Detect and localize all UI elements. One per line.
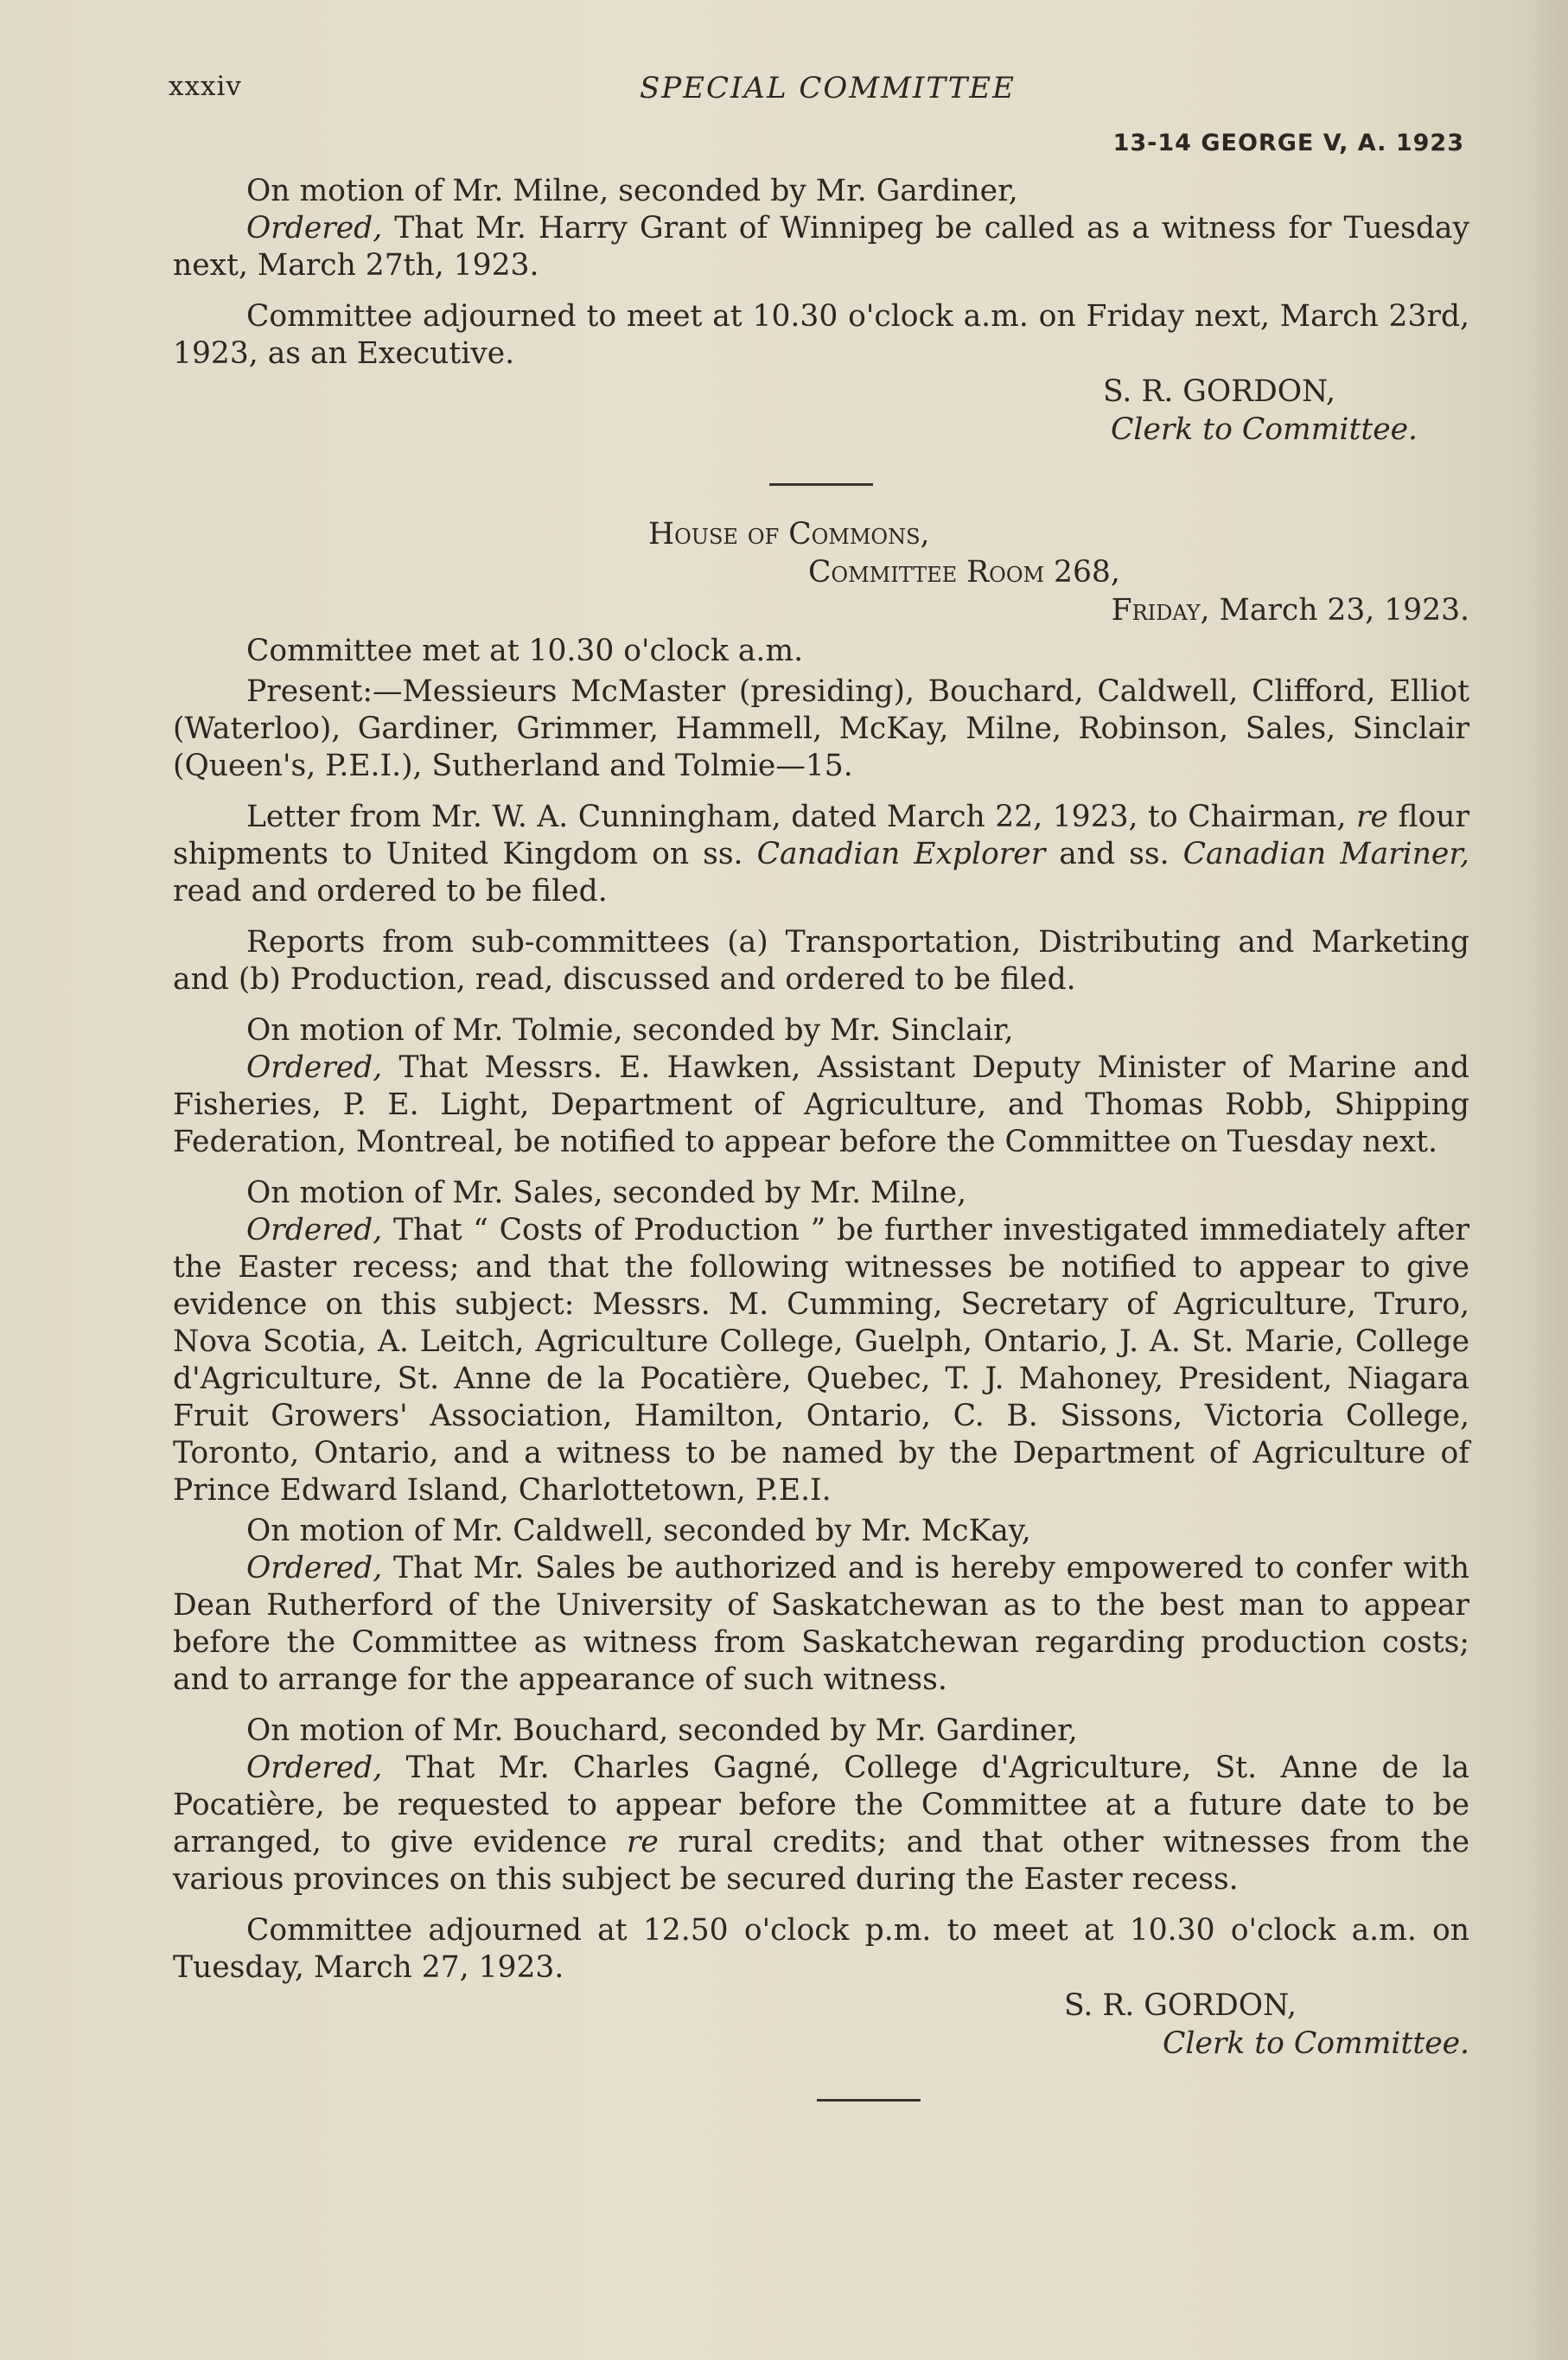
motion-paragraph: On motion of Mr. Sales, seconded by Mr. Milne, [246, 1176, 967, 1210]
page-number: xxxiv [169, 71, 242, 102]
reports-paragraph: Reports from sub-committees (a) Transportation, Distributing and Marketing and (b) Production, read, discussed and ordered to be filed. [173, 925, 1469, 997]
order-paragraph [173, 1550, 1469, 1699]
ordered-label: Ordered, [246, 1050, 383, 1085]
motion-paragraph: On motion of Mr. Caldwell, seconded by Mr. McKay, [246, 1514, 1031, 1548]
motion-paragraph: On motion of Mr. Milne, seconded by Mr. Gardiner, [246, 174, 1018, 208]
adjournment-paragraph: Committee adjourned at 12.50 o'clock p.m. to meet at 10.30 o'clock a.m. on Tuesday, March 27, 1923. [173, 1913, 1469, 1985]
met-paragraph: Committee met at 10.30 o'clock a.m. [246, 634, 804, 668]
signature-role: Clerk to Committee. [1111, 412, 1418, 447]
address-house: House of Commons, [648, 517, 930, 552]
order-paragraph [173, 210, 1469, 284]
letter-paragraph [173, 799, 1469, 910]
letter-text-b: flour shipments to United Kingdom on ss. [173, 800, 1469, 871]
section-divider [769, 483, 873, 486]
order-text: That Mr. Sales be authorized and is hereby empowered to confer with Dean Rutherford of the University of Saskatchewan as to the best man to appear before the Committee as witness from Saskatchewan regarding production costs; and to arrange for the appearance of such witness. [173, 1551, 1469, 1697]
signature-role: Clerk to Committee. [1163, 2026, 1469, 2061]
motion-paragraph: On motion of Mr. Tolmie, seconded by Mr. Sinclair, [246, 1013, 1014, 1048]
signature-block [173, 1987, 1469, 2063]
meeting-address [173, 515, 1469, 629]
signature-name: S. R. GORDON, [1103, 374, 1335, 409]
session-label: 13-14 GEORGE V, A. 1923 [1112, 130, 1464, 156]
order-paragraph [173, 1049, 1469, 1161]
signature-name: S. R. GORDON, [1064, 1988, 1297, 2023]
document-body [173, 173, 1469, 2102]
motion-paragraph: On motion of Mr. Bouchard, seconded by Mr. Gardiner, [246, 1713, 1078, 1748]
order-text: That “ Costs of Production ” be further investigated immediately after the Easter recess; and that the following witnesses be notified to appear to give evidence on this subject: Messrs. M. Cumming, Secretary of Agriculture, Truro, Nova Scotia, A. Leitch, Agriculture College, Guelph, Ontario, J. A. St. Marie, College d'Agriculture, St. Anne de la Pocatière, Quebec, T. J. Mahoney, President, Niagara Fruit Growers' Association, Hamilton, Ontario, C. B. Sissons, Victoria College, Toronto, Ontario, and a witness to be named by the Department of Agriculture of Prince Edward Island, Charlottetown, P.E.I. [173, 1213, 1469, 1508]
order-text-a: That Mr. Charles Gagné, College d'Agriculture, St. Anne de la Pocatière, be requested to appear before the Committee at a future date to be arranged, to give evidence [173, 1751, 1469, 1859]
order-paragraph [173, 1750, 1469, 1898]
running-title: SPECIAL COMMITTEE [640, 71, 1016, 105]
ordered-label: Ordered, [246, 1213, 383, 1247]
order-text-b: rural credits; and that other witnesses from the various provinces on this subject be secured during the Easter recess. [173, 1825, 1470, 1897]
ordered-label: Ordered, [246, 1751, 383, 1785]
page-header [169, 71, 1464, 114]
ordered-label: Ordered, [246, 211, 383, 246]
order-paragraph [173, 1212, 1469, 1509]
adjournment-paragraph: Committee adjourned to meet at 10.30 o'clock a.m. on Friday next, March 23rd, 1923, as an Executive. [173, 299, 1469, 371]
order-re: re [626, 1825, 659, 1859]
meeting-date [173, 591, 1469, 629]
letter-text-d: read and ordered to be filed. [173, 874, 608, 909]
signature-block [173, 373, 1469, 449]
meeting-day: Friday, [1111, 593, 1210, 628]
order-text: That Messrs. E. Hawken, Assistant Deputy Minister of Marine and Fisheries, P. E. Light, Department of Agriculture, and Thomas Robb, Shipping Federation, Montreal, be notified to appear before the Committee on Tuesday next. [173, 1050, 1469, 1159]
address-room: Committee Room 268, [808, 555, 1120, 590]
ship-name-mariner: Canadian Mariner, [1182, 837, 1470, 871]
letter-re: re [1356, 800, 1388, 834]
letter-text-c: and ss. [1045, 837, 1183, 871]
ship-name-explorer: Canadian Explorer [756, 837, 1046, 871]
section-divider [817, 2099, 921, 2102]
meeting-date-text: March 23, 1923. [1209, 593, 1469, 628]
order-text: That Mr. Harry Grant of Winnipeg be called as a witness for Tuesday next, March 27th, 1923. [173, 211, 1469, 283]
present-paragraph: Present:—Messieurs McMaster (presiding), Bouchard, Caldwell, Clifford, Elliot (Waterloo), Gardiner, Grimmer, Hammell, McKay, Milne, Robinson, Sales, Sinclair (Queen's, P.E.I.), Sutherland and Tolmie—15. [173, 674, 1469, 783]
ordered-label: Ordered, [246, 1551, 383, 1585]
letter-text-a: Letter from Mr. W. A. Cunningham, dated March 22, 1923, to Chairman, [246, 800, 1357, 834]
